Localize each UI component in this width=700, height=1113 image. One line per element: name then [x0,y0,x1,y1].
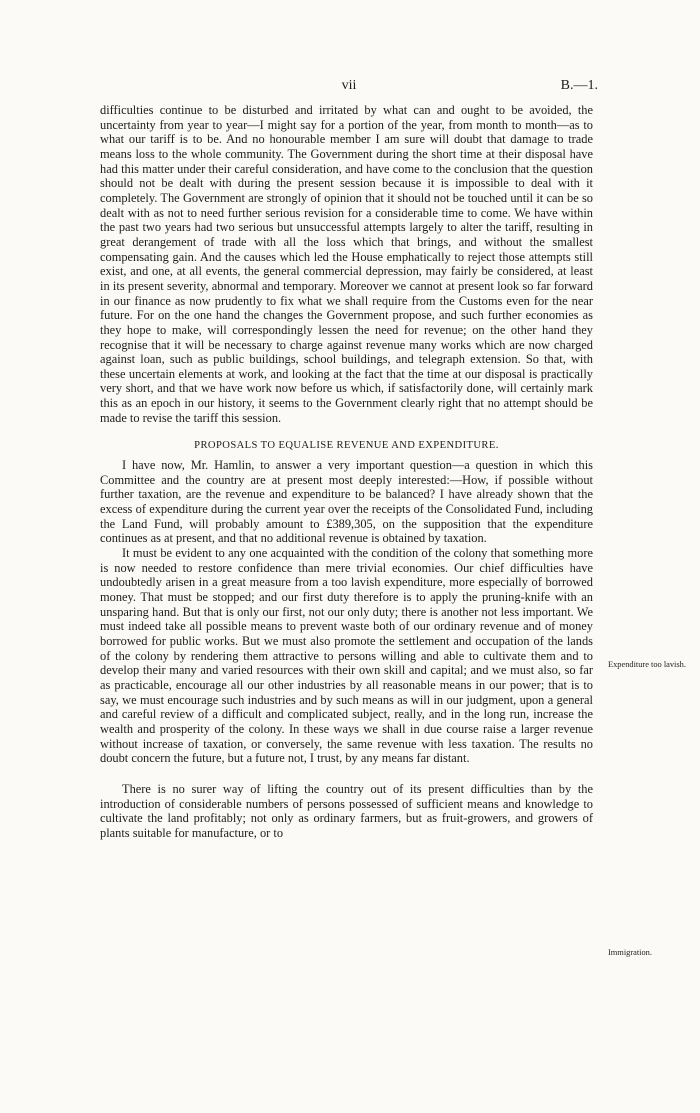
margin-note-immigration: Immigration. [608,948,652,957]
page-number: vii [341,78,357,93]
section-heading: PROPOSALS TO EQUALISE REVENUE AND EXPENDITURE. [194,440,499,452]
page-header [100,78,598,98]
paragraph-expenditure: It must be evident to any one acquainted with the condition of the colony that something more is now needed to restore confidence than mere trivial economies. Our chief difficulties have undoubtedly arisen in a great measure from a too lavish expenditure, more especially of borrowed money. That must be stopped; and our first duty therefore is to apply the pruning-knife with an unsparing hand. But that is only our first, not our only duty; there is another not less important. We must indeed take all possible means to prevent waste both of our ordinary revenue and of money borrowed for public works. But we must also promote the settlement and occupation of the lands of the colony by rendering them attractive to persons willing and able to cultivate them and to develop their many and varied resources with their own skill and capital; and we must also, so far as practicable, encourage all our other industries by all reasonable means in our power; that is to say, we must encourage such industries and by such means as will in our judgment, upon a general and careful review of a difficult and complicated subject, really, and in the long run, increase the wealth and prosperity of the colony. In these ways we shall in due course raise a larger revenue without increase of taxation, or conversely, the same revenue with less taxation. The results no doubt concern the future, but a future not, I trust, by any means far distant. [100,546,593,766]
paragraph-tariff: difficulties continue to be disturbed and irritated by what can and ought to be avoided, the uncertainty from year to year—I might say for a portion of the year, from month to month—as to what our tariff is to be. And no honourable member I am sure will doubt that damage to trade means loss to the whole community. The Government during the short time at their disposal have had this matter under their careful consideration, and have come to the conclusion that the question should not be dealt with during the present session because it is impossible to deal with it completely. The Government are strongly of opinion that it should not be touched until it can be so dealt with as not to need further serious revision for a considerable time to come. We have within the past two years had two serious but unsuccessful attempts largely to alter the tariff, resulting in great derangement of trade with all the loss which that brings, and without the smallest compensating gain. And the causes which led the House emphatically to reject those attempts still exist, and one, at all events, the general commercial depression, may fairly be considered, at least in its present severity, abnormal and temporary. Moreover we cannot at present look so far forward in our finance as now prudently to fix what we shall require from the Customs even for the near future. For on the one hand the changes the Government propose, and such further economies as they hope to make, will correspondingly lessen the need for revenue; on the other hand they recognise that it will be necessary to charge against revenue many works which are now charged against loan, such as public buildings, school buildings, and telegraph extension. So that, with these uncertain elements at work, and looking at the fact that the time at our disposal is practically very short, and that we have work now before us which, if satisfactorily done, will certainly mark this as an epoch in our history, it seems to the Government clearly right that no attempt should be made to revise the tariff this session. [100,103,593,425]
paragraph-immigration: There is no surer way of lifting the country out of its present difficulties than by the introduction of considerable numbers of persons possessed of sufficient means and knowledge to cultivate the land profitably; not only as ordinary farmers, but as fruit-growers, and growers of plants suitable for manufacture, or to [100,781,593,840]
document-body [100,103,593,841]
paragraph-question: I have now, Mr. Hamlin, to answer a very important question—a question in which this Committee and the country are at present most deeply interested:—How, if possible without further taxation, are the revenue and expenditure to be balanced? I have already shown that the excess of expenditure during the current year over the receipts of the Consolidated Fund, including the Land Fund, will probably amount to £389,305, on the supposition that the expenditure continues as at present, and that no additional revenue is obtained by taxation. [100,458,593,546]
margin-note-expenditure: Expenditure too lavish. [608,660,686,669]
document-reference: B.—1. [560,78,598,93]
